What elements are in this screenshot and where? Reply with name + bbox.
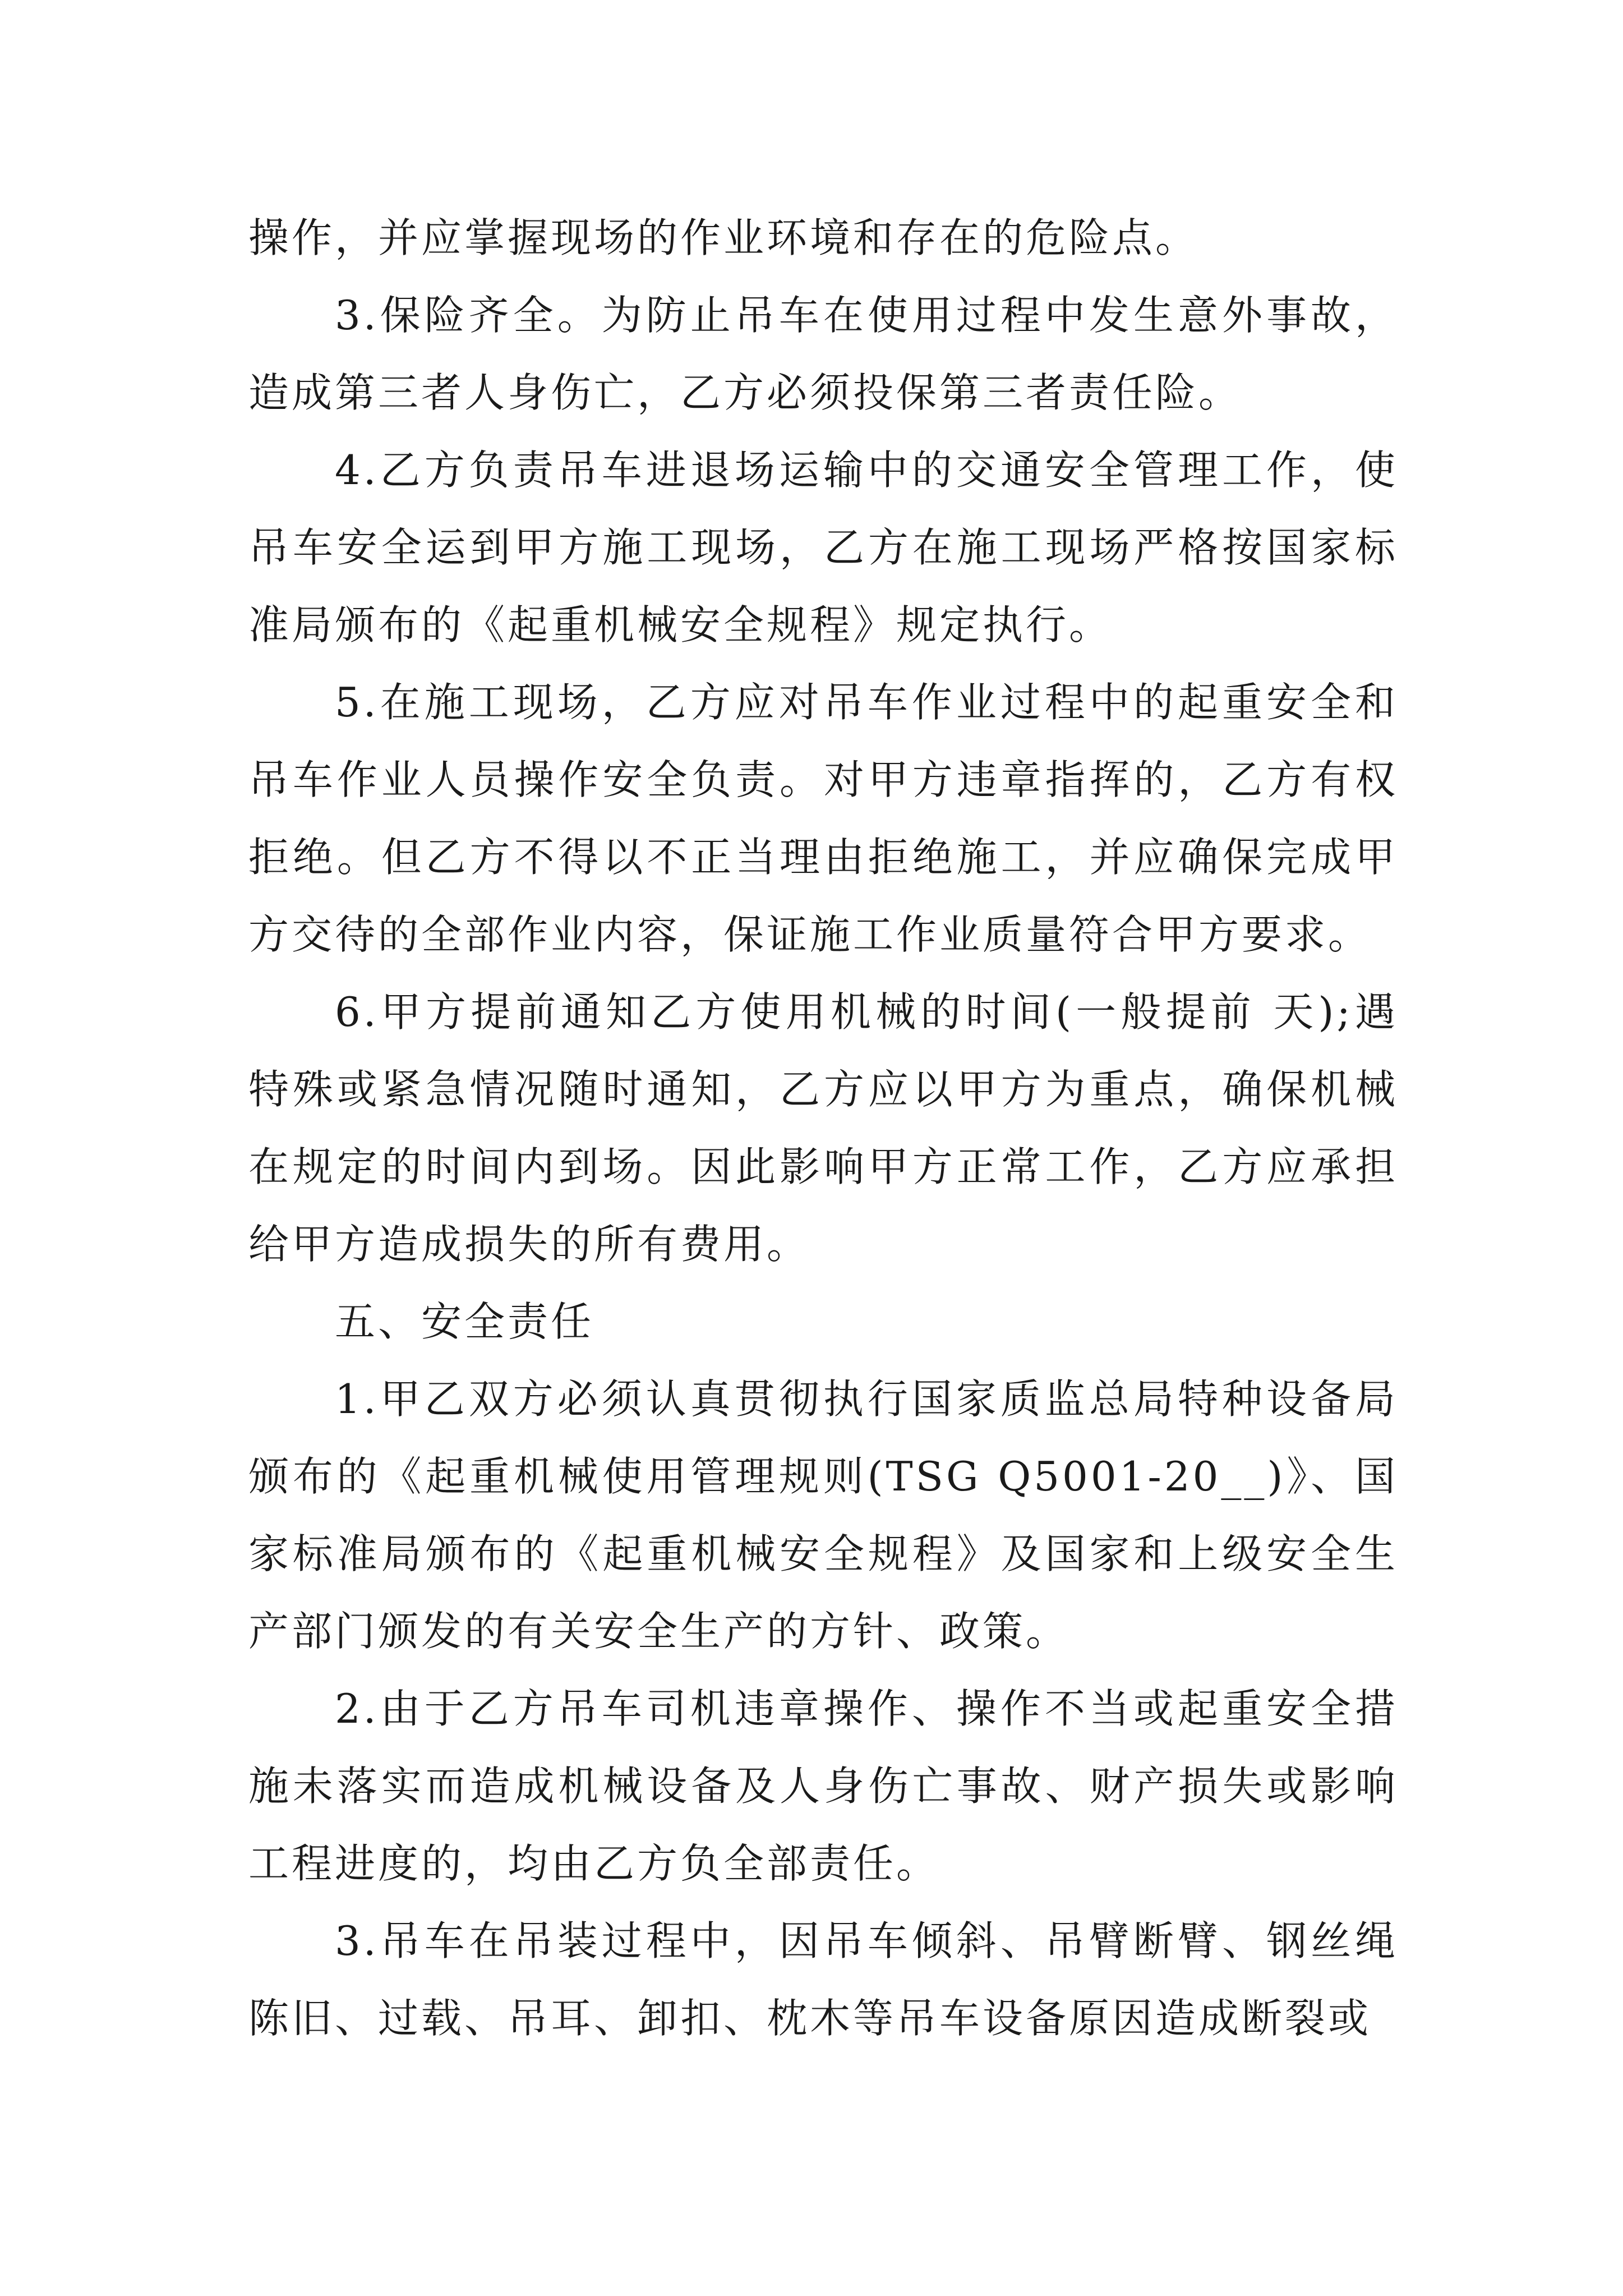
paragraph-continued: 操作，并应掌握现场的作业环境和存在的危险点。 xyxy=(248,214,1199,261)
paragraph-driver-liability: 2.由于乙方吊车司机违章操作、操作不当或起重安全措施未落实而造成机械设备及人身伤亡事故、财产损失或影响工程进度的，均由乙方负全部责任。 xyxy=(248,1685,1398,1887)
section-heading-safety-responsibility: 五、安全责任 xyxy=(335,1298,594,1345)
paragraph-transport-safety: 4.乙方负责吊车进退场运输中的交通安全管理工作，使吊车安全运到甲方施工现场，乙方在施工现场严格按国家标准局颁布的《起重机械安全规程》规定执行。 xyxy=(248,447,1398,648)
paragraph-equipment-failure: 3.吊车在吊装过程中，因吊车倾斜、吊臂断臂、钢丝绳陈旧、过载、吊耳、卸扣、枕木等吊车设备原因造成断裂或 xyxy=(248,1917,1398,2042)
paragraph-notice-time: 6.甲方提前通知乙方使用机械的时间(一般提前 天);遇特殊或紧急情况随时通知，乙方应以甲方为重点，确保机械在规定的时间内到场。因此影响甲方正常工作，乙方应承担给甲方造成损失的所有费用。 xyxy=(248,988,1398,1268)
paragraph-regulations: 1.甲乙双方必须认真贯彻执行国家质监总局特种设备局颁布的《起重机械使用管理规则(TSG Q5001-20__)》、国家标准局颁布的《起重机械安全规程》及国家和上级安全生产部门颁发的有关安全生产的方针、政策。 xyxy=(248,1375,1398,1655)
paragraph-site-safety: 5.在施工现场，乙方应对吊车作业过程中的起重安全和吊车作业人员操作安全负责。对甲方违章指挥的，乙方有权拒绝。但乙方不得以不正当理由拒绝施工，并应确保完成甲方交待的全部作业内容，保证施工作业质量符合甲方要求。 xyxy=(248,679,1398,958)
document-body xyxy=(248,199,1398,2057)
paragraph-insurance: 3.保险齐全。为防止吊车在使用过程中发生意外事故，造成第三者人身伤亡，乙方必须投保第三者责任险。 xyxy=(248,292,1398,416)
